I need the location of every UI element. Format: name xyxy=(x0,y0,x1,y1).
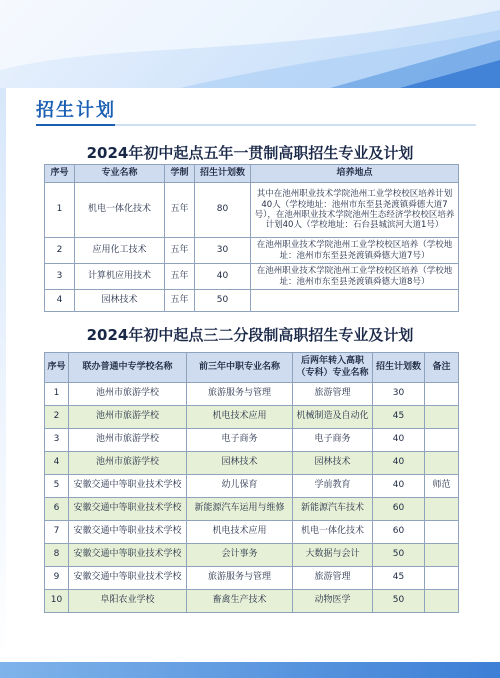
cell-school: 池州市旅游学校 xyxy=(69,383,187,406)
cell-location: 在池州职业技术学院池州工业学校校区培养（学校地址：池州市东至县尧渡镇舜德大道8号） xyxy=(251,264,459,290)
cell-school: 安徽交通中等职业技术学校 xyxy=(69,475,187,498)
cell-location: 在池州职业技术学院池州工业学校校区培养（学校地址：池州市东至县尧渡镇舜德大道7号） xyxy=(251,238,459,264)
column-header-location: 培养地点 xyxy=(251,165,459,183)
column-header-back-major: 后两年转入高职（专科）专业名称 xyxy=(293,353,373,383)
cell-no: 4 xyxy=(45,452,69,475)
cell-note xyxy=(425,567,459,590)
cell-years: 五年 xyxy=(165,183,195,238)
cell-plan: 80 xyxy=(195,183,251,238)
cell-years: 五年 xyxy=(165,238,195,264)
table-row xyxy=(45,498,459,521)
cell-front-major: 旅游服务与管理 xyxy=(187,383,293,406)
cell-plan: 50 xyxy=(195,290,251,312)
section-title: 招生计划 xyxy=(36,100,116,121)
cell-no: 1 xyxy=(45,183,75,238)
cell-school: 安徽交通中等职业技术学校 xyxy=(69,567,187,590)
cell-back-major: 电子商务 xyxy=(293,429,373,452)
cell-plan: 30 xyxy=(195,238,251,264)
cell-back-major: 旅游管理 xyxy=(293,383,373,406)
cell-plan: 45 xyxy=(373,567,425,590)
cell-plan: 45 xyxy=(373,406,425,429)
cell-back-major: 机电一体化技术 xyxy=(293,521,373,544)
column-header-plan: 招生计划数 xyxy=(373,353,425,383)
cell-no: 10 xyxy=(45,590,69,613)
cell-no: 2 xyxy=(45,238,75,264)
cell-note xyxy=(425,544,459,567)
column-header-plan: 招生计划数 xyxy=(195,165,251,183)
column-header-no: 序号 xyxy=(45,165,75,183)
cell-plan: 30 xyxy=(373,383,425,406)
cell-note xyxy=(425,590,459,613)
column-header-no: 序号 xyxy=(45,353,69,383)
table-row xyxy=(45,544,459,567)
cell-front-major: 畜禽生产技术 xyxy=(187,590,293,613)
cell-no: 6 xyxy=(45,498,69,521)
cell-no: 7 xyxy=(45,521,69,544)
column-header-note: 备注 xyxy=(425,353,459,383)
table-row xyxy=(45,183,459,238)
cell-note xyxy=(425,521,459,544)
column-header-school: 联办普通中专学校名称 xyxy=(69,353,187,383)
cell-back-major: 学前教育 xyxy=(293,475,373,498)
table-row xyxy=(45,590,459,613)
cell-plan: 50 xyxy=(373,590,425,613)
cell-plan: 40 xyxy=(373,475,425,498)
table-row xyxy=(45,264,459,290)
column-header-front-major: 前三年中职专业名称 xyxy=(187,353,293,383)
cell-years: 五年 xyxy=(165,290,195,312)
table-row xyxy=(45,429,459,452)
column-header-years: 学制 xyxy=(165,165,195,183)
cell-location: 其中在池州职业技术学院池州工业学校校区培养计划40人（学校地址：池州市东至县尧渡镇舜德大道7号），在池州职业技术学院池州生态经济学校校区培养计划40人（学校地址：石台县城滨河大道1号） xyxy=(251,183,459,238)
three-two-plan-table xyxy=(44,352,459,613)
table-row xyxy=(45,406,459,429)
cell-no: 5 xyxy=(45,475,69,498)
cell-no: 9 xyxy=(45,567,69,590)
cell-front-major: 电子商务 xyxy=(187,429,293,452)
cell-no: 8 xyxy=(45,544,69,567)
cell-no: 3 xyxy=(45,264,75,290)
footer-decoration xyxy=(0,662,500,678)
five-year-plan-table xyxy=(44,164,459,312)
cell-plan: 40 xyxy=(373,429,425,452)
cell-location xyxy=(251,290,459,312)
cell-back-major: 新能源汽车技术 xyxy=(293,498,373,521)
table-row xyxy=(45,383,459,406)
cell-front-major: 机电技术应用 xyxy=(187,521,293,544)
header-decoration xyxy=(0,0,500,88)
cell-front-major: 旅游服务与管理 xyxy=(187,567,293,590)
cell-no: 2 xyxy=(45,406,69,429)
cell-major: 计算机应用技术 xyxy=(75,264,165,290)
cell-note: 师范 xyxy=(425,475,459,498)
cell-school: 池州市旅游学校 xyxy=(69,429,187,452)
cell-no: 4 xyxy=(45,290,75,312)
table-row xyxy=(45,238,459,264)
table-row xyxy=(45,521,459,544)
cell-plan: 50 xyxy=(373,544,425,567)
cell-major: 机电一体化技术 xyxy=(75,183,165,238)
cell-back-major: 园林技术 xyxy=(293,452,373,475)
column-header-major: 专业名称 xyxy=(75,165,165,183)
cell-back-major: 动物医学 xyxy=(293,590,373,613)
cell-school: 安徽交通中等职业技术学校 xyxy=(69,544,187,567)
section-title-underline xyxy=(36,124,476,126)
table-header-row xyxy=(45,353,459,383)
cell-no: 3 xyxy=(45,429,69,452)
cell-back-major: 机械制造及自动化 xyxy=(293,406,373,429)
table-row xyxy=(45,452,459,475)
cell-note xyxy=(425,383,459,406)
cell-front-major: 会计事务 xyxy=(187,544,293,567)
cell-plan: 40 xyxy=(373,452,425,475)
cell-plan: 60 xyxy=(373,498,425,521)
cell-school: 安徽交通中等职业技术学校 xyxy=(69,498,187,521)
cell-note xyxy=(425,452,459,475)
header-wave-graphic xyxy=(0,0,500,88)
table-row xyxy=(45,567,459,590)
cell-school: 安徽交通中等职业技术学校 xyxy=(69,521,187,544)
cell-back-major: 大数据与会计 xyxy=(293,544,373,567)
cell-plan: 40 xyxy=(195,264,251,290)
left-accent-bar xyxy=(0,88,6,662)
cell-no: 1 xyxy=(45,383,69,406)
cell-note xyxy=(425,429,459,452)
cell-plan: 60 xyxy=(373,521,425,544)
cell-major: 应用化工技术 xyxy=(75,238,165,264)
cell-note xyxy=(425,406,459,429)
table-header-row xyxy=(45,165,459,183)
table1-title: 2024年初中起点五年一贯制高职招生专业及计划 xyxy=(86,144,414,162)
cell-school: 阜阳农业学校 xyxy=(69,590,187,613)
cell-front-major: 园林技术 xyxy=(187,452,293,475)
cell-school: 池州市旅游学校 xyxy=(69,452,187,475)
cell-front-major: 机电技术应用 xyxy=(187,406,293,429)
cell-school: 池州市旅游学校 xyxy=(69,406,187,429)
cell-note xyxy=(425,498,459,521)
cell-front-major: 幼儿保育 xyxy=(187,475,293,498)
cell-front-major: 新能源汽车运用与维修 xyxy=(187,498,293,521)
table-row xyxy=(45,290,459,312)
cell-major: 园林技术 xyxy=(75,290,165,312)
table2-title: 2024年初中起点三二分段制高职招生专业及计划 xyxy=(86,326,414,344)
cell-years: 五年 xyxy=(165,264,195,290)
table-row xyxy=(45,475,459,498)
cell-back-major: 旅游管理 xyxy=(293,567,373,590)
